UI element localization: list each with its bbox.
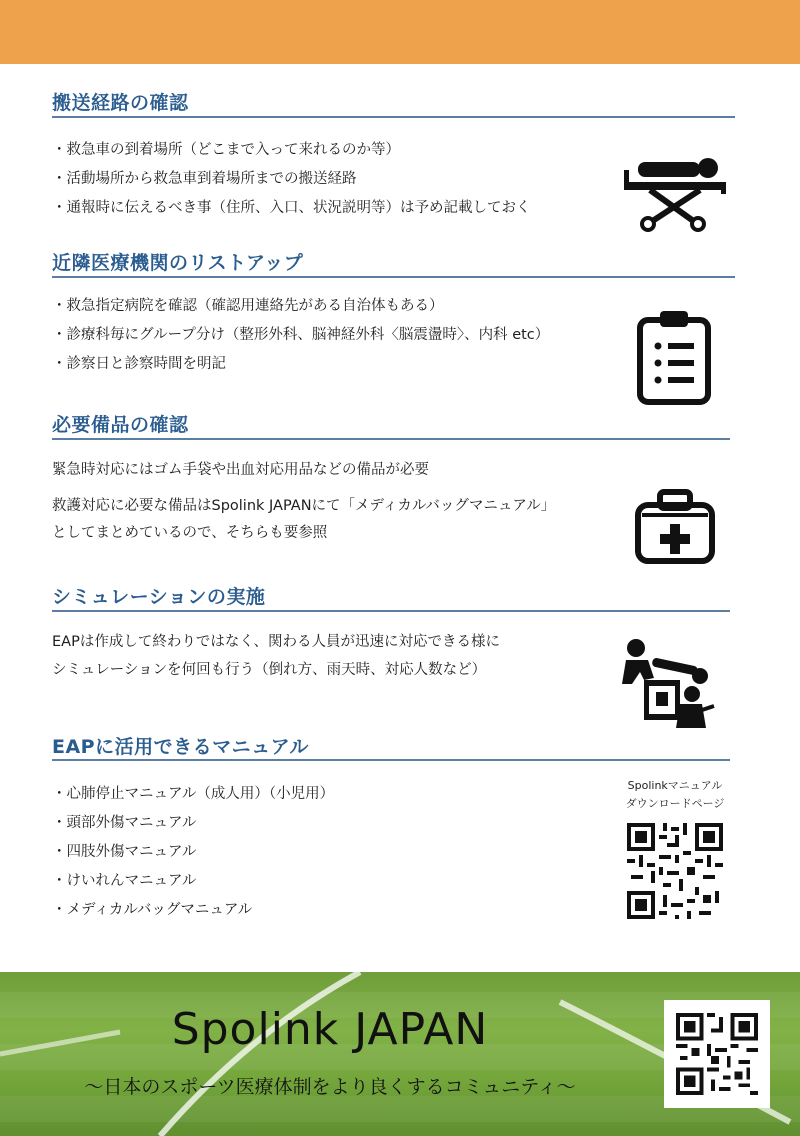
list-item: ・四肢外傷マニュアル [52, 844, 197, 860]
section-title-medical-institutions: 近隣医療機関のリストアップ [52, 252, 304, 274]
list-item: ・活動場所から救急車到着場所までの搬送経路 [52, 171, 357, 187]
footer-banner [0, 972, 800, 1136]
qr-caption-line1: Spolinkマニュアル [627, 779, 723, 792]
top-banner [0, 0, 800, 64]
footer-tagline: 〜日本のスポーツ医療体制をより良くするコミュニティ〜 [84, 1076, 576, 1098]
list-item: ・診療科毎にグループ分け（整形外科、脳神経外科〈脳震盪時〉、内科 etc） [52, 327, 550, 343]
list-item: ・頭部外傷マニュアル [52, 815, 197, 831]
paragraph-line: EAPは作成して終わりではなく、関わる人員が迅速に対応できる様に [52, 634, 501, 650]
section-title-simulation: シミュレーションの実施 [52, 586, 266, 608]
clipboard-icon [636, 308, 712, 406]
paragraph-line: シミュレーションを何回も行う（倒れ方、雨天時、対応人数など） [52, 662, 487, 678]
first-aid-kit-icon [634, 488, 716, 566]
qr-code-icon[interactable] [627, 823, 723, 919]
list-item: ・心肺停止マニュアル（成人用）（小児用） [52, 786, 335, 802]
list-item: ・診察日と診察時間を明記 [52, 356, 226, 372]
list-item: ・救急車の到着場所（どこまで入って来れるのか等） [52, 142, 400, 158]
section-divider [52, 610, 730, 612]
section-divider [52, 116, 735, 118]
footer-brand-title: Spolink JAPAN [171, 1004, 489, 1055]
footer-qr-code-icon[interactable] [676, 1013, 758, 1095]
section-title-equipment: 必要備品の確認 [52, 414, 189, 436]
list-item: ・通報時に伝えるべき事（住所、入口、状況説明等）は予め記載しておく [52, 200, 531, 216]
section-divider [52, 276, 735, 278]
section-divider [52, 759, 730, 761]
cpr-simulation-icon [618, 636, 716, 730]
paragraph-line: 緊急時対応にはゴム手袋や出血対応用品などの備品が必要 [52, 462, 429, 478]
stretcher-icon [622, 156, 728, 234]
list-item: ・救急指定病院を確認（確認用連絡先がある自治体もある） [52, 298, 444, 314]
list-item: ・メディカルバッグマニュアル [52, 902, 253, 918]
section-title-manuals: EAPに活用できるマニュアル [52, 736, 309, 758]
footer-qr-container[interactable] [664, 1000, 770, 1108]
qr-caption-line2: ダウンロードページ [625, 797, 725, 810]
section-divider [52, 438, 730, 440]
section-title-transport-route: 搬送経路の確認 [52, 92, 189, 114]
paragraph-line: としてまとめているので、そちらも要参照 [52, 525, 328, 541]
list-item: ・けいれんマニュアル [52, 873, 197, 889]
paragraph-line: 救護対応に必要な備品はSpolink JAPANにて「メディカルバッグマニュアル」 [52, 498, 556, 514]
